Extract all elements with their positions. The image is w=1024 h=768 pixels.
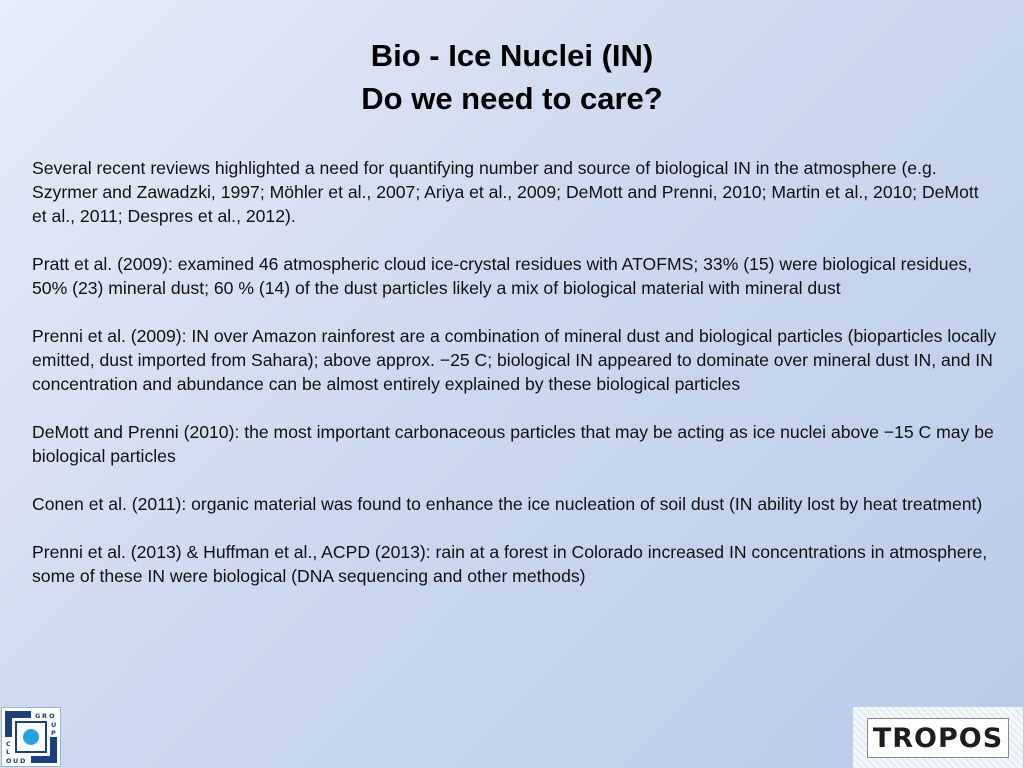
logo-frame-bottom <box>31 756 57 763</box>
tropos-logo-text: TROPOS <box>867 718 1009 758</box>
logo-letter-u-right: U <box>51 721 57 729</box>
logo-letter-o-top: O <box>49 712 55 720</box>
logo-cloud-dot <box>23 729 39 745</box>
slide-body <box>32 156 997 612</box>
slide-title-line-2: Do we need to care? <box>361 81 663 116</box>
paragraph-prenni-2009: Prenni et al. (2009): IN over Amazon rainforest are a combination of mineral dust and biological particles (bioparticles locally emitted, dust imported from Sahara); above approx. −25 C; biological IN appeared to dominate over mineral dust IN, and IN concentration and abundance can be almost entirely explained by these biological particles <box>32 326 997 394</box>
slide-title-line-1: Bio - Ice Nuclei (IN) <box>370 38 654 73</box>
paragraph-prenni-huffman-2013: Prenni et al. (2013) & Huffman et al., ACPD (2013): rain at a forest in Colorado increased IN concentrations in atmosphere, some of these IN were biological (DNA sequencing and other methods) <box>32 542 988 586</box>
slide-title <box>0 34 1024 120</box>
cloud-group-logo <box>1 707 61 767</box>
logo-letter-o-bottom: O <box>6 757 12 765</box>
logo-letter-g: G <box>35 712 41 720</box>
logo-letter-r: R <box>42 712 48 720</box>
logo-letter-l: L <box>6 748 11 756</box>
paragraph-conen-2011: Conen et al. (2011): organic material was found to enhance the ice nucleation of soil dust (IN ability lost by heat treatment) <box>32 494 983 514</box>
paragraph-demott-prenni-2010: DeMott and Prenni (2010): the most important carbonaceous particles that may be acting as ice nuclei above −15 C may be biological particles <box>32 422 994 466</box>
tropos-logo <box>853 707 1023 768</box>
logo-letter-d: D <box>20 757 26 765</box>
paragraph-reviews: Several recent reviews highlighted a need for quantifying number and source of biological IN in the atmosphere (e.g. Szyrmer and Zawadzki, 1997; Möhler et al., 2007; Ariya et al., 2009; DeMott and Prenni, 2010; Martin et al., 2010; DeMott et al., 2011; Despres et al., 2012). <box>32 158 979 226</box>
cloud-group-logo-graphic <box>2 708 60 766</box>
paragraph-pratt-2009: Pratt et al. (2009): examined 46 atmospheric cloud ice-crystal residues with ATOFMS; 33% (15) were biological residues, 50% (23) mineral dust; 60 % (14) of the dust particles likely a mix of biological material with mineral dust <box>32 254 973 298</box>
logo-letter-u-bottom: U <box>13 757 19 765</box>
logo-letter-p: P <box>51 729 56 737</box>
logo-letter-c: C <box>6 740 11 748</box>
logo-frame-left <box>5 711 12 737</box>
